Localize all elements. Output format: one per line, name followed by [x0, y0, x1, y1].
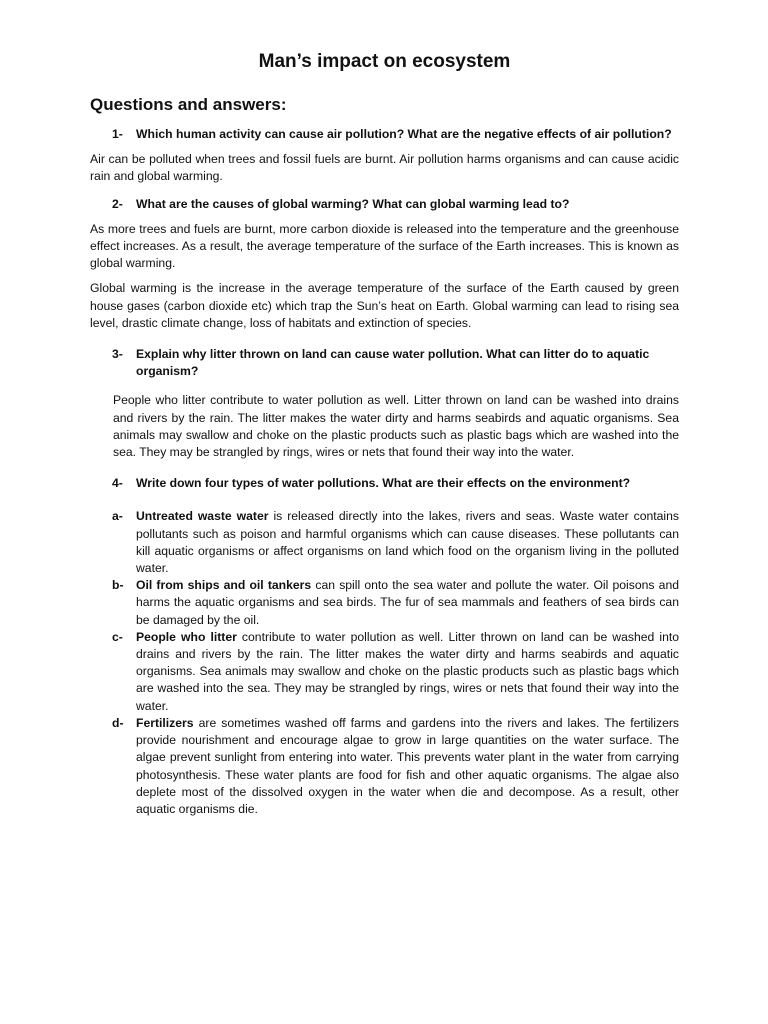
list-item-letter: d- [112, 715, 124, 730]
answer-2-paragraph-2: Global warming is the increase in the average temperature of the surface of the Earth caused by green house gases (carbon dioxide etc) which trap the Sun’s heat on Earth. Global warming can lead to rising sea level, drastic climate change, loss of habitats and extinction of species. [90, 281, 679, 330]
list-item-lead: Fertilizers [136, 715, 194, 730]
question-1 [112, 126, 679, 143]
list-item-text [136, 715, 679, 818]
list-item-body: contribute to water pollution as well. Litter thrown on land can be washed into drains and rivers by the rain. The litter makes the water dirty and harms seabirds and aquatic organisms. Sea animals may swallow and choke on the plastic products such as plastic bags which are washed into the sea. They may be strangled by rings, wires or nets that found their way into the water. [136, 629, 680, 713]
answer-2-paragraph-1: As more trees and fuels are burnt, more carbon dioxide is released into the temperature and the greenhouse effect increases. As a result, the average temperature of the surface of the Earth increases. This is known as global warming. [90, 221, 679, 271]
question-text: Explain why litter thrown on land can cause water pollution. What can litter do to aquatic organism? [136, 347, 650, 379]
question-number: 3- [112, 347, 123, 362]
list-item-body: are sometimes washed off farms and gardens into the rivers and lakes. The fertilizers provide nourishment and encourage algae to grow in large quantities on the water surface. The algae prevent sunlight from entering into water. This prevents water plant in the water from carrying photosynthesis. These water plants are food for fish and other aquatic organisms. The algae also deplete most of the dissolved oxygen in the water when die and decompose. As a result, other aquatic organisms die. [136, 715, 679, 816]
list-item-text [136, 508, 679, 577]
list-item-lead: Oil from ships and oil tankers [136, 578, 312, 593]
list-item [112, 508, 679, 577]
question-text: What are the causes of global warming? What can global warming lead to? [136, 196, 570, 211]
question-text: Which human activity can cause air pollution? What are the negative effects of air pollution? [136, 127, 672, 141]
question-2 [112, 196, 679, 213]
list-item-body: is released directly into the lakes, rivers and seas. Waste water contains pollutants such as poison and harmful organisms which can cause diseases. These pollutants can kill aquatic organisms or affect organisms on land which food on the organism living in the polluted water. [136, 509, 679, 576]
question-number: 1- [112, 127, 123, 141]
question-number: 4- [112, 476, 123, 491]
water-pollution-list [112, 508, 679, 818]
answer-1: Air can be polluted when trees and fossil fuels are burnt. Air pollution harms organisms and can cause acidic rain and global warming. [90, 152, 679, 184]
list-item-letter: c- [112, 629, 123, 644]
list-item-text [136, 629, 679, 715]
list-item-letter: a- [112, 509, 123, 524]
question-4 [112, 475, 679, 492]
list-item-lead: Untreated waste water [136, 509, 269, 524]
answer-3: People who litter contribute to water pollution as well. Litter thrown on land can be washed into drains and rivers by the rain. The litter makes the water dirty and harms seabirds and aquatic organisms. Sea animals may swallow and choke on the plastic products such as plastic bags which are washed into the sea. They may be strangled by rings, wires or nets that found their way into the water. [113, 393, 679, 460]
question-number: 2- [112, 196, 123, 211]
list-item-body: can spill onto the sea water and pollute the water. Oil poisons and harms the aquatic organisms and sea birds. The fur of sea mammals and feathers of sea birds can be damaged by the oil. [136, 578, 679, 627]
list-item-lead: People who litter [136, 629, 237, 644]
list-item [112, 577, 679, 629]
list-item-text [136, 577, 679, 629]
list-item [112, 715, 679, 818]
question-text: Write down four types of water pollutions. What are their effects on the environment? [136, 476, 631, 491]
question-3 [112, 346, 679, 380]
list-item [112, 629, 679, 715]
list-item-letter: b- [112, 578, 124, 593]
section-heading: Questions and answers: [90, 95, 287, 114]
page-title: Man’s impact on ecosystem [258, 51, 511, 72]
